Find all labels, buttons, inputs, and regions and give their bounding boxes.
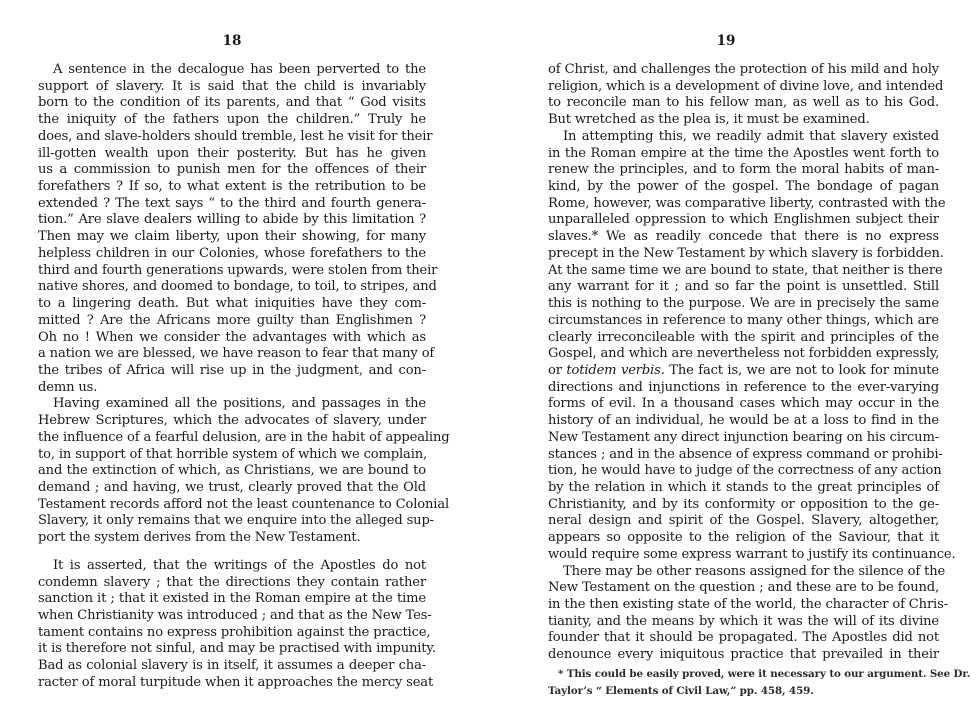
page-number: 18 [222, 33, 242, 49]
text-line: A sentence in the decalogue has been perverted to the [53, 62, 426, 77]
text-line: forefathers ? If so, to what extent is the retribution to be [38, 179, 426, 195]
text-line: forms of evil. In a thousand cases which may occur in the [548, 396, 939, 412]
text-line: stances ; and in the absence of express command or prohibi- [548, 446, 943, 462]
text-line: when Christianity was introduced ; and that as the New Tes- [38, 608, 432, 623]
text-line: a nation we are blessed, we have reason to fear that many of [38, 346, 435, 362]
text-line: There may be other reasons assigned for the silence of the [563, 563, 946, 579]
text-line: Having examined all the positions, and passages in the [53, 396, 426, 412]
text-line: port the system derives from the New Testament. [38, 530, 361, 546]
text-line: by the relation in which it stands to the great principles of [548, 479, 939, 495]
text-line: Oh no ! When we consider the advantages with which as [38, 329, 426, 345]
text-line: New Testament on the question ; and these are to be found, [548, 580, 939, 596]
text-line: demand ; and having, we trust, clearly proved that the Old [38, 479, 426, 495]
right-page [490, 0, 980, 726]
page-number: 19 [716, 33, 736, 49]
text-line: in the then existing state of the world, the character of Chris- [548, 597, 948, 612]
text-line: does, and slave-holders should tremble, lest he visit for their [38, 128, 433, 144]
text-line: clearly irreconcileable with the spirit and principles of the [548, 329, 939, 345]
text-line: this is nothing to the purpose. We are in precisely the same [548, 296, 939, 312]
text-line: Gospel, and which are nevertheless not forbidden expressly, [548, 346, 940, 362]
text-line: New Testament any direct injunction bearing on his circum- [548, 429, 939, 445]
text-line: to a lingering death. But what iniquities have they com- [38, 296, 426, 312]
text-line: sanction it ; that it existed in the Roman empire at the time [38, 591, 426, 607]
text-line: unparalleled oppression to which Englishmen subject their [548, 212, 939, 228]
text-line: Slavery, it only remains that we enquire into the alleged sup- [38, 513, 434, 529]
text-line: It is asserted, that the writings of the Apostles do not [53, 557, 426, 573]
text-line: Testament records afford not the least countenance to Colonial [38, 496, 450, 512]
text-segment: The fact is, we are not to look for minute [664, 362, 939, 378]
text-line: mitted ? Are the Africans more guilty than Englishmen ? [38, 312, 426, 328]
text-line: history of an individual, he would be at a loss to find in the [548, 413, 939, 429]
text-line: the influence of a fearful delusion, are in the habit of appealing [38, 429, 450, 445]
text-segment: or [548, 362, 567, 378]
italic-latin-phrase: totidem verbis. [566, 362, 665, 378]
text-line: But wretched as the plea is, it must be examined. [548, 112, 870, 128]
text-line: religion, which is a development of divine love, and intended [548, 78, 944, 94]
text-line: third and fourth generations upwards, were stolen from their [38, 262, 438, 278]
text-line: precept in the New Testament by which slavery is forbidden. [548, 245, 944, 261]
text-line: the tribes of Africa will rise up in the judgment, and con- [38, 362, 426, 378]
text-line: tion.” Are slave dealers willing to abide by this limitation ? [38, 212, 426, 228]
text-line: us a commission to punish men for the offences of their [38, 162, 426, 178]
text-line: native shores, and doomed to bondage, to toil, to stripes, and [38, 279, 437, 295]
text-line: tament contains no express prohibition against the practice, [38, 624, 431, 640]
paragraph-gap [38, 547, 426, 558]
text-line: tion, he would have to judge of the correctness of any action [548, 463, 942, 479]
text-line: would require some express warrant to justify its continuance. [548, 546, 956, 562]
text-line: demn us. [38, 379, 98, 395]
text-line: At the same time we are bound to state, that neither is there [548, 262, 943, 278]
text-line: appears so opposite to the religion of the Saviour, that it [548, 530, 939, 546]
text-line: to reconcile man to his fellow man, as well as to his God. [548, 95, 939, 111]
text-line: Then may we claim liberty, upon their showing, for many [38, 229, 426, 245]
text-line: Christianity, and by its conformity or opposition to the ge- [548, 496, 939, 512]
text-line: and the extinction of which, as Christians, we are bound to [38, 463, 426, 479]
text-line: Bad as colonial slavery is in itself, it assumes a deeper cha- [38, 658, 426, 674]
footnote-line: * This could be easily proved, were it necessary to our argument. See Dr. [558, 668, 971, 680]
text-line: denounce every iniquitous practice that prevailed in their [548, 647, 939, 663]
text-line: the iniquity of the fathers upon the children.” Truly he [38, 112, 426, 128]
text-line: in the Roman empire at the time the Apostles went forth to [548, 145, 939, 161]
page-body-text [38, 62, 450, 692]
text-line: neral design and spirit of the Gospel. Slavery, altogether, [548, 513, 939, 529]
text-line: Hebrew Scriptures, which the advocates of slavery, under [38, 413, 426, 429]
text-line: Rome, however, was comparative liberty, contrasted with the [548, 195, 946, 211]
text-line: renew the principles, and to form the moral habits of man- [548, 162, 939, 178]
text-line: it is therefore not sinful, and may be practised with impunity. [38, 641, 436, 657]
text-line: extended ? The text says “ to the third and fourth genera- [38, 195, 426, 211]
text-line: tianity, and the means by which it was the will of its divine [548, 613, 939, 629]
footnote-line: Taylor’s “ Elements of Civil Law,” pp. 458, 459. [548, 685, 814, 697]
text-line: support of slavery. It is said that the child is invariably [38, 78, 426, 94]
text-line: to, in support of that horrible system of which we complain, [38, 446, 428, 462]
text-line: directions and injunctions in reference to the ever-varying [548, 379, 939, 395]
text-line-with-italic [548, 363, 939, 380]
text-line: ill-gotten wealth upon their posterity. But has he given [38, 145, 426, 161]
text-line: helpless children in our Colonies, whose forefathers to the [38, 245, 426, 261]
text-line: racter of moral turpitude when it approaches the mercy seat [38, 674, 434, 690]
text-line: of Christ, and challenges the protection of his mild and holy [548, 62, 939, 77]
text-line: born to the condition of its parents, and that “ God visits [38, 95, 426, 111]
footnote [548, 666, 971, 700]
text-line: In attempting this, we readily admit that slavery existed [563, 128, 939, 144]
text-line: any warrant for it ; and so far the point is unsettled. Still [548, 279, 939, 295]
text-line: condemn slavery ; that the directions they contain rather [38, 574, 426, 590]
text-line: slaves.* We as readily concede that there is no express [548, 229, 939, 245]
page-body-text [548, 62, 956, 664]
text-line: kind, by the power of the gospel. The bondage of pagan [548, 179, 939, 195]
text-line: circumstances in reference to many other things, which are [548, 312, 939, 328]
text-line: founder that it should be propagated. The Apostles did not [548, 630, 939, 646]
